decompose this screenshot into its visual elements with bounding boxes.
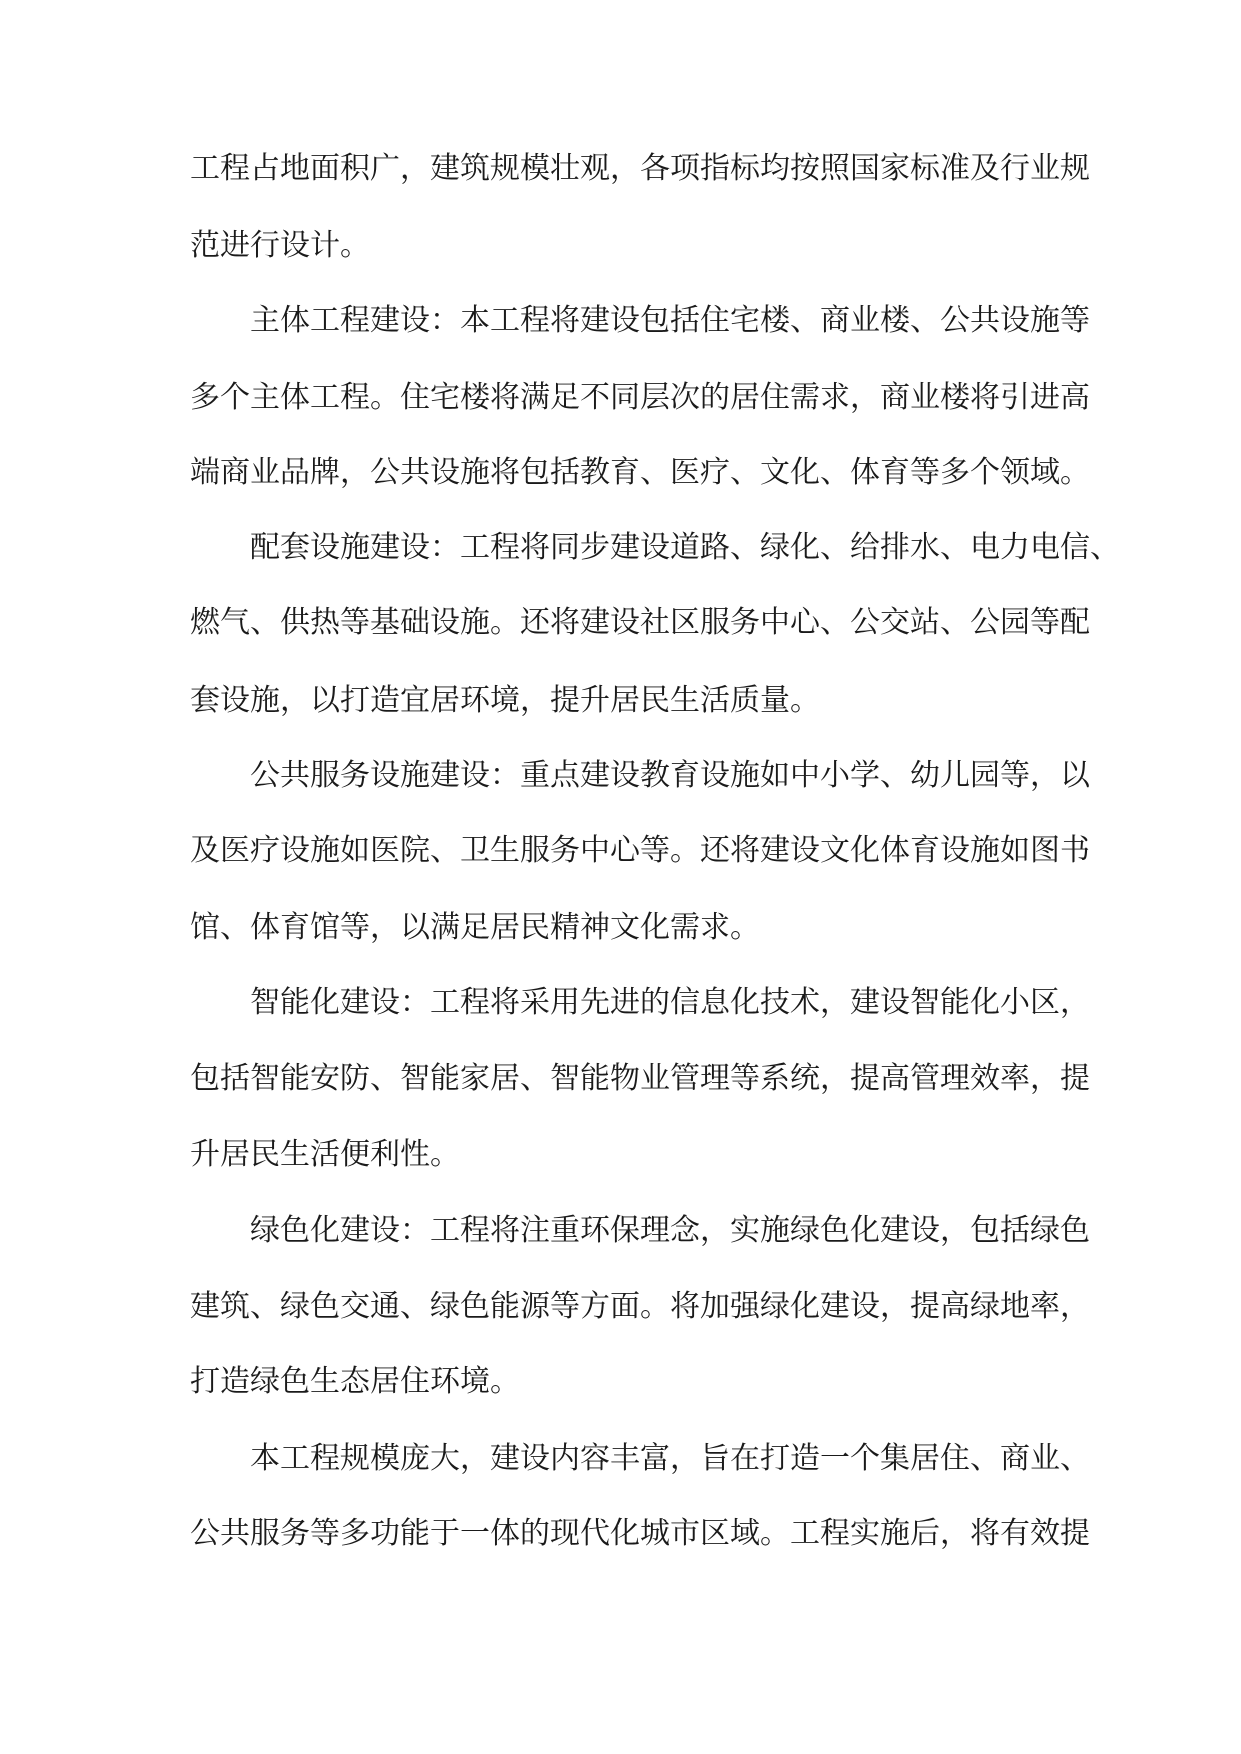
paragraph-heading-line: 配套设施建设：工程将同步建设道路、绿化、给排水、电力电信、 [250,530,1120,565]
paragraph-heading-line: 公共服务设施建设：重点建设教育设施如中小学、幼儿园等，以 [250,758,1090,793]
text-line: 工程占地面积广，建筑规模壮观，各项指标均按照国家标准及行业规 [190,151,1090,186]
paragraph-heading-line: 绿色化建设：工程将注重环保理念，实施绿色化建设，包括绿色 [250,1213,1090,1248]
text-line: 升居民生活便利性。 [190,1137,460,1172]
paragraph-heading-line: 智能化建设：工程将采用先进的信息化技术，建设智能化小区， [250,985,1090,1020]
text-line: 多个主体工程。住宅楼将满足不同层次的居住需求，商业楼将引进高 [190,380,1090,415]
text-line: 端商业品牌，公共设施将包括教育、医疗、文化、体育等多个领域。 [190,455,1090,490]
text-line: 燃气、供热等基础设施。还将建设社区服务中心、公交站、公园等配 [190,605,1090,640]
text-line: 包括智能安防、智能家居、智能物业管理等系统，提高管理效率，提 [190,1061,1090,1096]
text-line: 馆、体育馆等，以满足居民精神文化需求。 [190,910,760,945]
text-line: 建筑、绿色交通、绿色能源等方面。将加强绿化建设，提高绿地率， [190,1289,1090,1324]
text-line: 及医疗设施如医院、卫生服务中心等。还将建设文化体育设施如图书 [190,833,1090,868]
paragraph-heading-line: 本工程规模庞大，建设内容丰富，旨在打造一个集居住、商业、 [250,1441,1090,1476]
paragraph-heading-line: 主体工程建设：本工程将建设包括住宅楼、商业楼、公共设施等 [250,303,1090,338]
text-line: 范进行设计。 [190,228,370,263]
text-line: 打造绿色生态居住环境。 [190,1364,520,1399]
text-line: 套设施，以打造宜居环境，提升居民生活质量。 [190,683,820,718]
text-line: 公共服务等多功能于一体的现代化城市区域。工程实施后，将有效提 [190,1516,1090,1551]
